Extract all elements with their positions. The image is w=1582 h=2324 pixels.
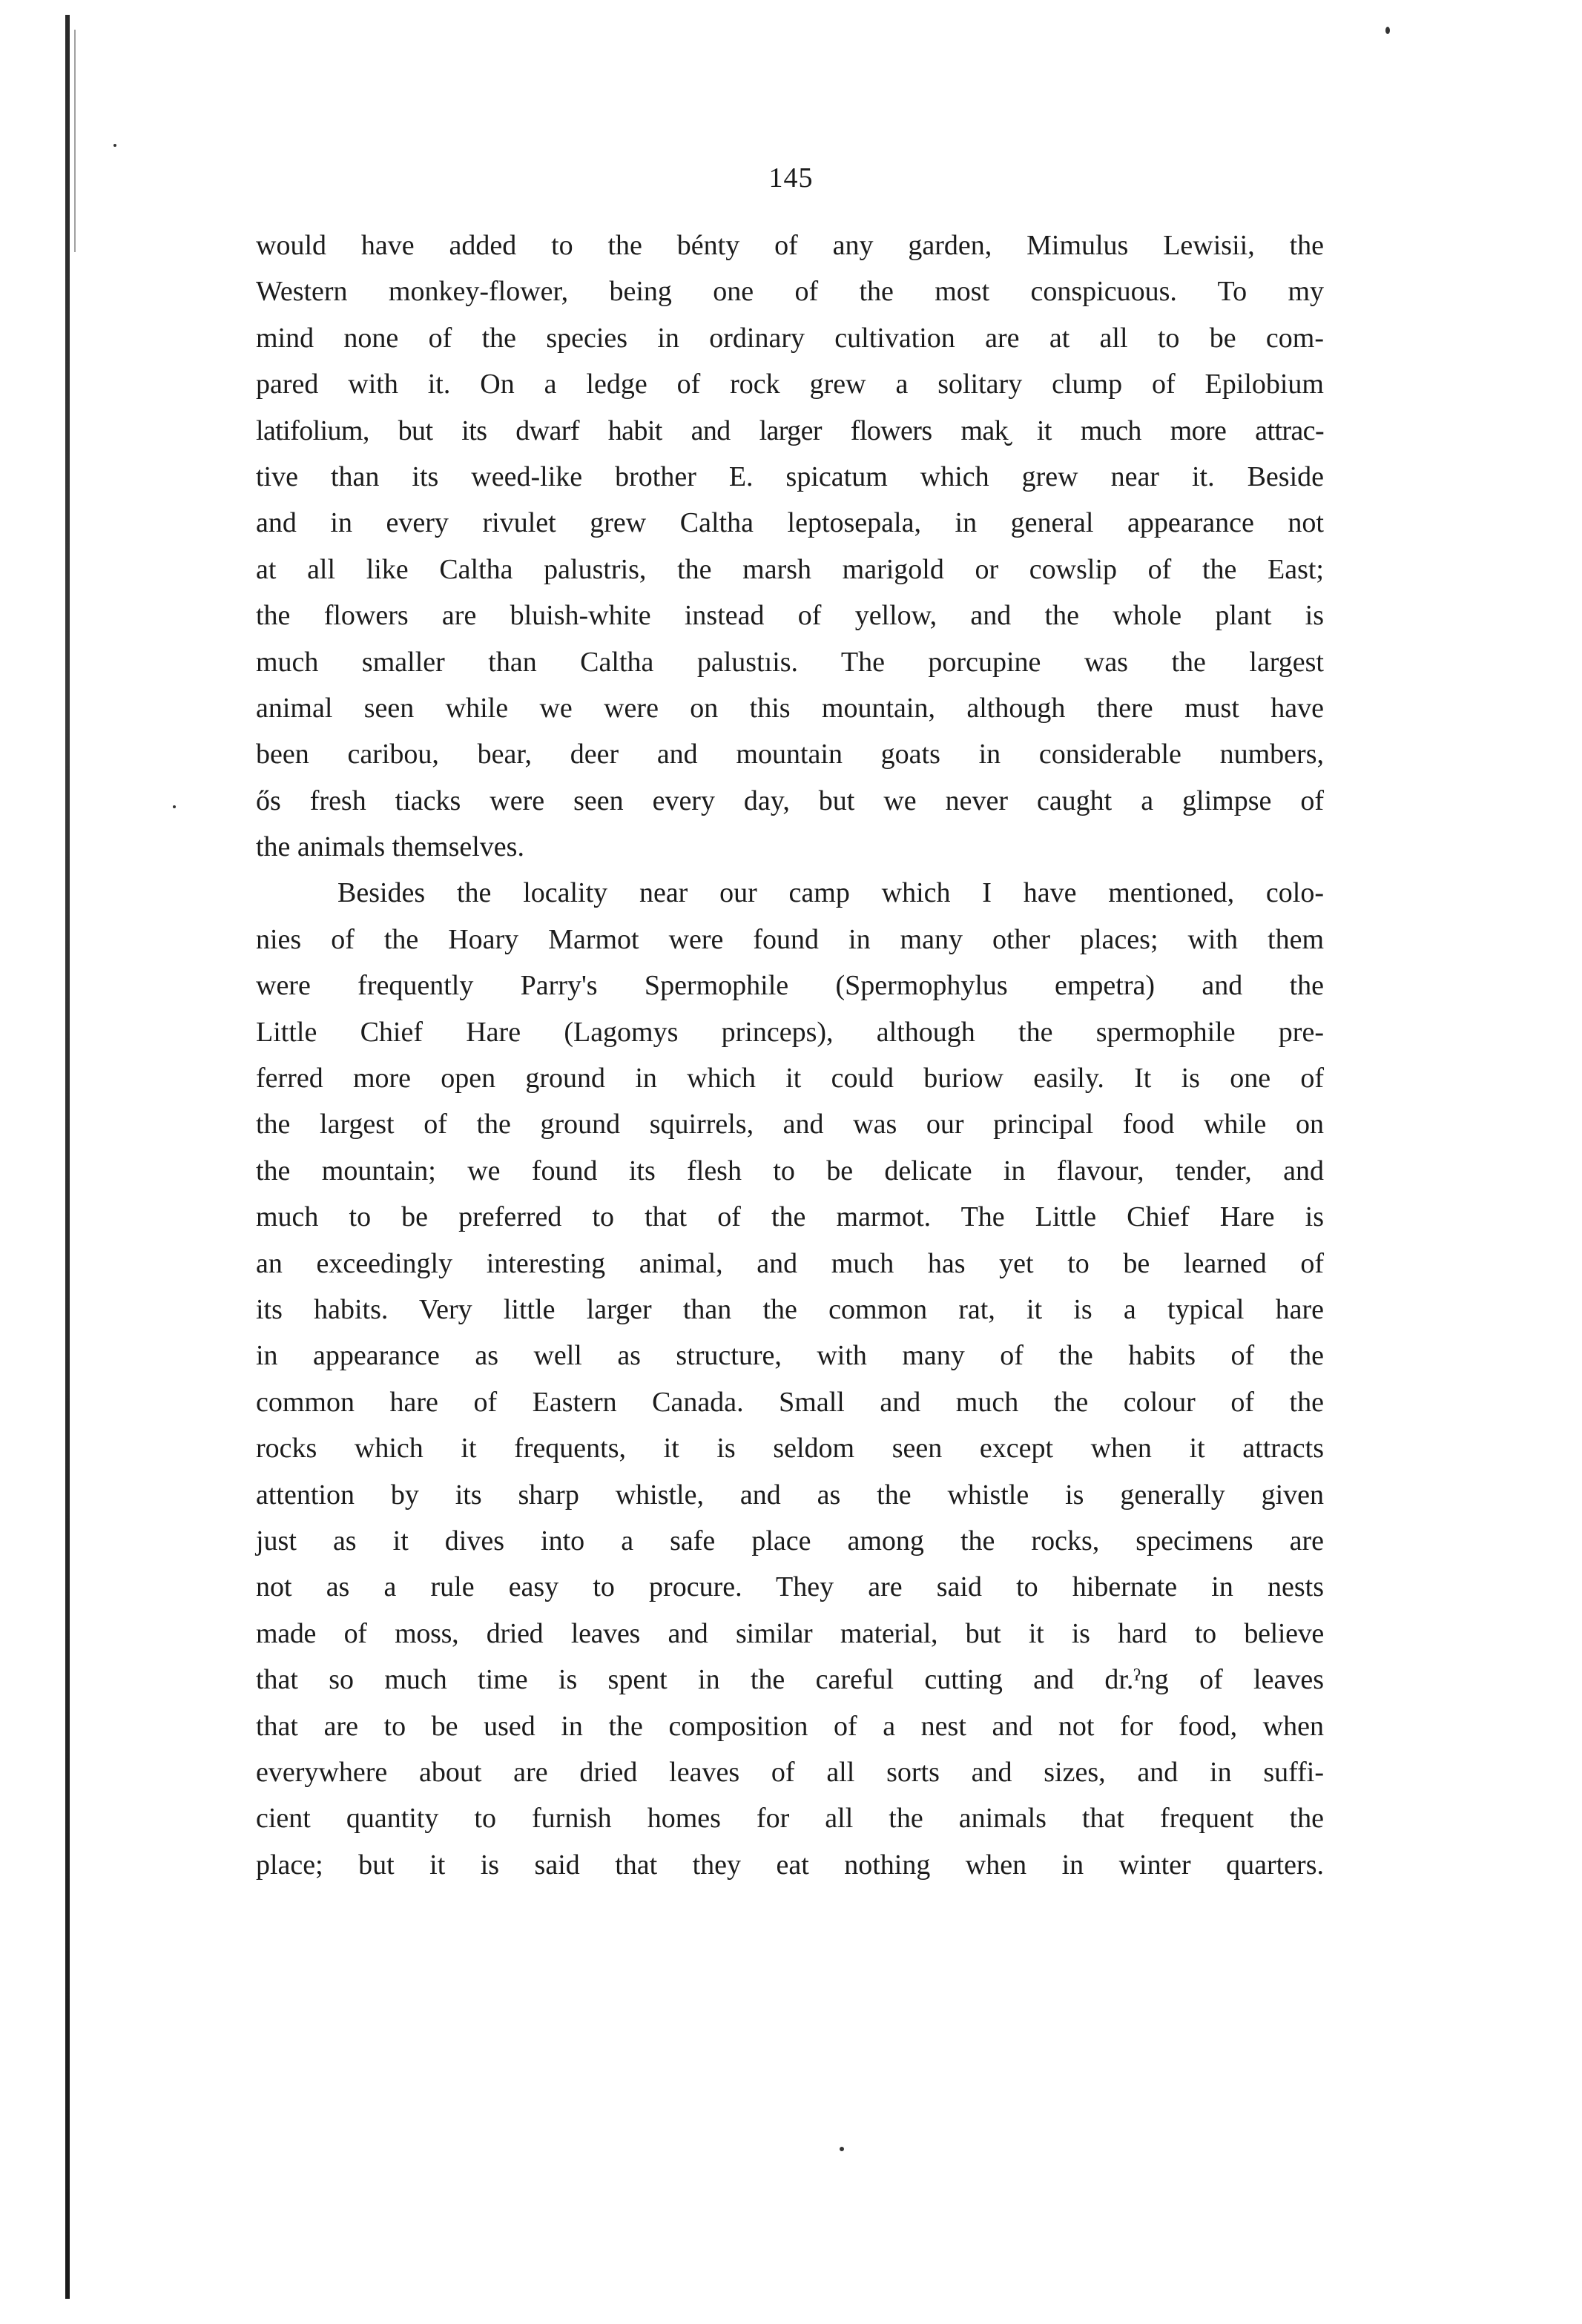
text-line: Western monkey-flower, being one of the most conspicuous. To my	[256, 276, 1324, 308]
text-line: tive than its weed-like brother E. spicatum which grew near it. Beside	[256, 460, 1324, 492]
text-line: Little Chief Hare (Lagomys princeps), although the spermophile pre-	[256, 1016, 1324, 1048]
text-line: common hare of Eastern Canada. Small and much the colour of the	[256, 1386, 1324, 1418]
text-line: the mountain; we found its flesh to be delicate in flavour, tender, and	[256, 1155, 1324, 1186]
text-line: the flowers are bluish-white instead of yellow, and the whole plant is	[256, 600, 1324, 632]
text-line: would have added to the bénty of any garden, Mimulus Lewisii, the	[256, 230, 1324, 261]
text-line: much smaller than Caltha palustıis. The porcupine was the largest	[256, 646, 1324, 678]
body-text	[256, 222, 1324, 1888]
text-line: everywhere about are dried leaves of all sorts and sizes, and in suffi-	[256, 1756, 1324, 1788]
text-line: mind none of the species in ordinary cultivation are at all to be com-	[256, 322, 1324, 354]
text-line: were frequently Parry's Spermophile (Spermophylus empetra) and the	[256, 970, 1324, 1002]
text-line: made of moss, dried leaves and similar material, but it is hard to believe	[256, 1617, 1324, 1649]
text-line: animal seen while we were on this mountain, although there must have	[256, 692, 1324, 724]
text-line: the animals themselves.	[256, 831, 524, 863]
text-line: attention by its sharp whistle, and as the whistle is generally given	[256, 1479, 1324, 1511]
scan-speck	[840, 2147, 844, 2151]
text-line: cient quantity to furnish homes for all the animals that frequent the	[256, 1803, 1324, 1835]
text-line: and in every rivulet grew Caltha leptosepala, in general appearance not	[256, 507, 1324, 539]
text-line: not as a rule easy to procure. They are said to hibernate in nests	[256, 1571, 1324, 1603]
text-line: its habits. Very little larger than the common rat, it is a typical hare	[256, 1293, 1324, 1325]
text-line: at all like Caltha palustris, the marsh marigold or cowslip of the East;	[256, 553, 1324, 585]
paragraph	[256, 222, 1324, 870]
scan-speck	[113, 144, 116, 147]
paragraph	[256, 870, 1324, 1888]
text-line: nies of the Hoary Marmot were found in many other places; with them	[256, 923, 1324, 955]
scan-binding-edge	[65, 15, 70, 2299]
text-line: pared with it. On a ledge of rock grew a solitary clump of Epilobium	[256, 369, 1324, 400]
text-line: in appearance as well as structure, with many of the habits of the	[256, 1340, 1324, 1372]
page-number: 145	[768, 162, 814, 194]
text-line: just as it dives into a safe place among the rocks, specimens are	[256, 1525, 1324, 1557]
text-line: place; but it is said that they eat nothing when in winter quarters.	[256, 1849, 1324, 1881]
text-line: rocks which it frequents, it is seldom seen except when it attracts	[256, 1433, 1324, 1465]
text-line: been caribou, bear, deer and mountain goats in considerable numbers,	[256, 739, 1324, 770]
text-line: ős fresh tiacks were seen every day, but we never caught a glimpse of	[256, 785, 1324, 816]
text-line: Besides the locality near our camp which I have mentioned, colo-	[337, 877, 1324, 909]
text-line: ferred more open ground in which it could buriow easily. It is one of	[256, 1063, 1324, 1095]
scan-speck	[1385, 27, 1390, 34]
text-line: an exceedingly interesting animal, and much has yet to be learned of	[256, 1247, 1324, 1279]
text-line: that are to be used in the composition of a nest and not for food, when	[256, 1710, 1324, 1742]
scan-speck	[173, 805, 176, 808]
scan-binding-shadow	[74, 30, 76, 252]
text-line: the largest of the ground squirrels, and was our principal food while on	[256, 1109, 1324, 1140]
text-line: that so much time is spent in the careful cutting and dr.ˀng of leaves	[256, 1664, 1324, 1696]
text-line: much to be preferred to that of the marmot. The Little Chief Hare is	[256, 1201, 1324, 1233]
text-line: latifolium, but its dwarf habit and larger flowers mak̮ it much more attrac-	[256, 415, 1324, 446]
